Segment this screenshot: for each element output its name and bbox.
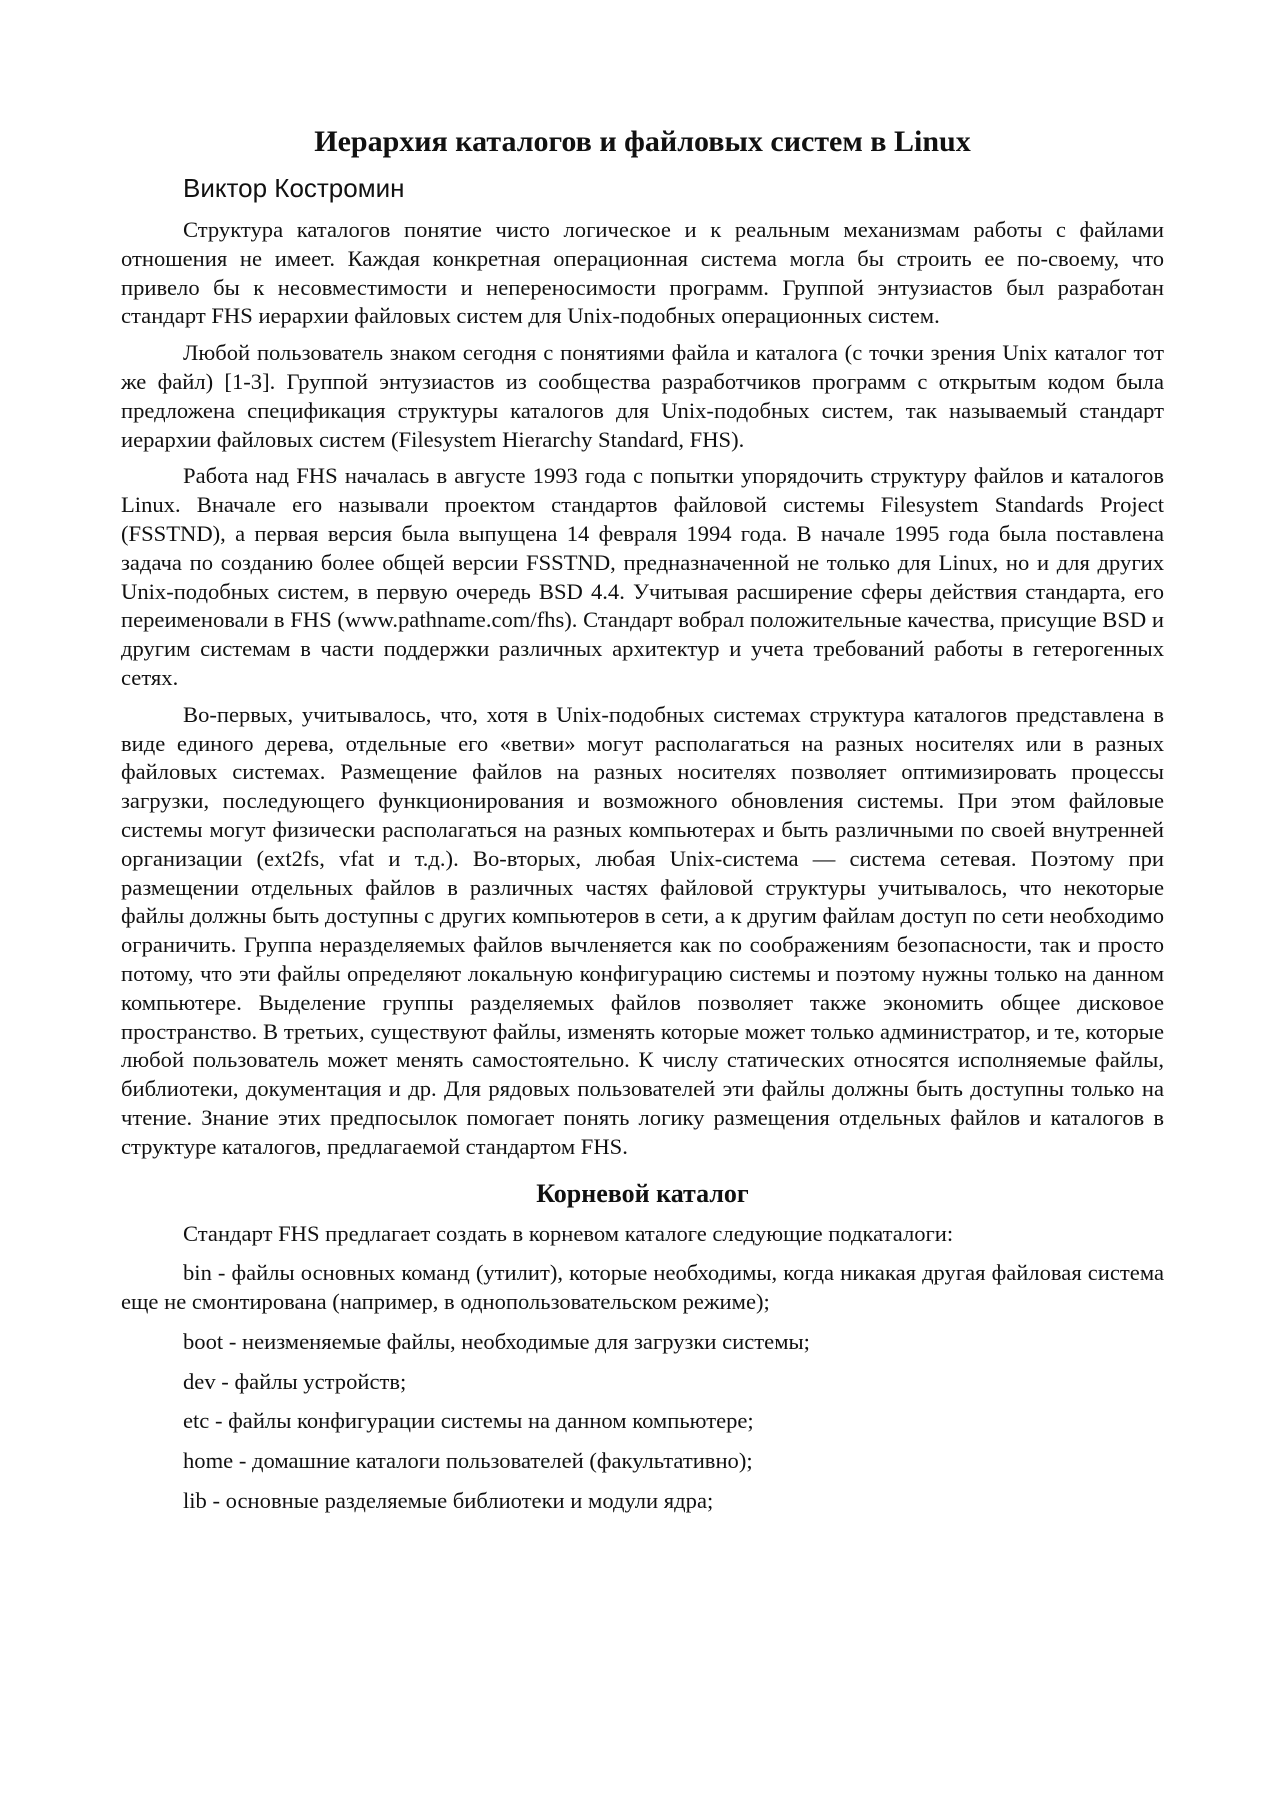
directory-item-etc: etc - файлы конфигурации системы на данном компьютере; [183, 1408, 754, 1434]
paragraph-fhs-principles: Во-первых, учитывалось, что, хотя в Unix-подобных системах структура каталогов представлена в виде единого дерева, отдельные его «ветви» могут располагаться на разных носителях или в разных файловых системах. Размещение файлов на разных носителях позволяет оптимизировать процессы загрузки, последующего функционирования и возможного обновления системы. При этом файловые системы могут физически располагаться на разных компьютерах и быть различными по своей внутренней организации (ext2fs, vfat и т.д.). Во-вторых, любая Unix-система — система сетевая. Поэтому при размещении отдельных файлов в различных частях файловой структуры учитывалось, что некоторые файлы должны быть доступны с других компьютеров в сети, а к другим файлам доступ по сети необходимо ограничить. Группа неразделяемых файлов вычленяется как по соображениям безопасности, так и просто потому, что эти файлы определяют локальную конфигурацию системы и поэтому нужны только на данном компьютере. Выделение группы разделяемых файлов позволяет также экономить общее дисковое пространство. В третьих, существуют файлы, изменять которые может только администратор, и те, которые любой пользователь может менять самостоятельно. К числу статических относятся исполняемые файлы, библиотеки, документация и др. Для рядовых пользователей эти файлы должны быть доступны только на чтение. Знание этих предпосылок помогает понять логику размещения отдельных файлов и каталогов в структуре каталогов, предлагаемой стандартом FHS. [121, 701, 1164, 1159]
section-title-root-directory: Корневой каталог [536, 1178, 749, 1208]
paragraph-fhs-history: Работа над FHS началась в августе 1993 года с попытки упорядочить структуру файлов и каталогов Linux. Вначале его называли проектом стандартов файловой системы Filesystem Standards Project (FSSTND), а первая версия была выпущена 14 февраля 1994 года. В начале 1995 года была поставлена задача по созданию более общей версии FSSTND, предназначенной не только для Linux, но и для других Unix-подобных систем, в первую очередь BSD 4.4. Учитывая расширение сферы действия стандарта, его переименовали в FHS (www.pathname.com/fhs). Стандарт вобрал положительные качества, присущие BSD и другим системам в части поддержки различных архитектур и учета требований работы в гетерогенных сетях. [121, 463, 1164, 690]
directory-item-lib: lib - основные разделяемые библиотеки и модули ядра; [183, 1488, 714, 1514]
directory-item-dev: dev - файлы устройств; [183, 1368, 407, 1394]
directory-item-boot: boot - неизменяемые файлы, необходимые для загрузки системы; [183, 1328, 810, 1354]
section-intro: Стандарт FHS предлагает создать в корневом каталоге следующие подкаталоги: [183, 1220, 954, 1246]
document-body [121, 122, 1164, 1516]
directory-list [121, 1259, 1164, 1516]
page-title: Иерархия каталогов и файловых систем в Linux [314, 125, 971, 158]
paragraph-intro: Структура каталогов понятие чисто логическое и к реальным механизмам работы с файлами отношения не имеет. Каждая конкретная операционная система могла бы строить ее по-своему, что привело бы к несовместимости и непереносимости программ. Группой энтузиастов был разработан стандарт FHS иерархии файловых систем для Unix-подобных операционных систем. [121, 217, 1164, 329]
paragraph-files-and-directories: Любой пользователь знаком сегодня с понятиями файла и каталога (с точки зрения Unix каталог тот же файл) [1-3]. Группой энтузиастов из сообщества разработчиков программ с открытым кодом была предложена спецификация структуры каталогов для Unix-подобных систем, так называемый стандарт иерархии файловых систем (Filesystem Hierarchy Standard, FHS). [121, 340, 1164, 452]
directory-item-bin: bin - файлы основных команд (утилит), которые необходимы, когда никакая другая файловая система еще не смонтирована (например, в однопользовательском режиме); [121, 1260, 1164, 1315]
directory-item-home: home - домашние каталоги пользователей (факультативно); [183, 1448, 753, 1474]
author-name: Виктор Костромин [183, 173, 405, 203]
